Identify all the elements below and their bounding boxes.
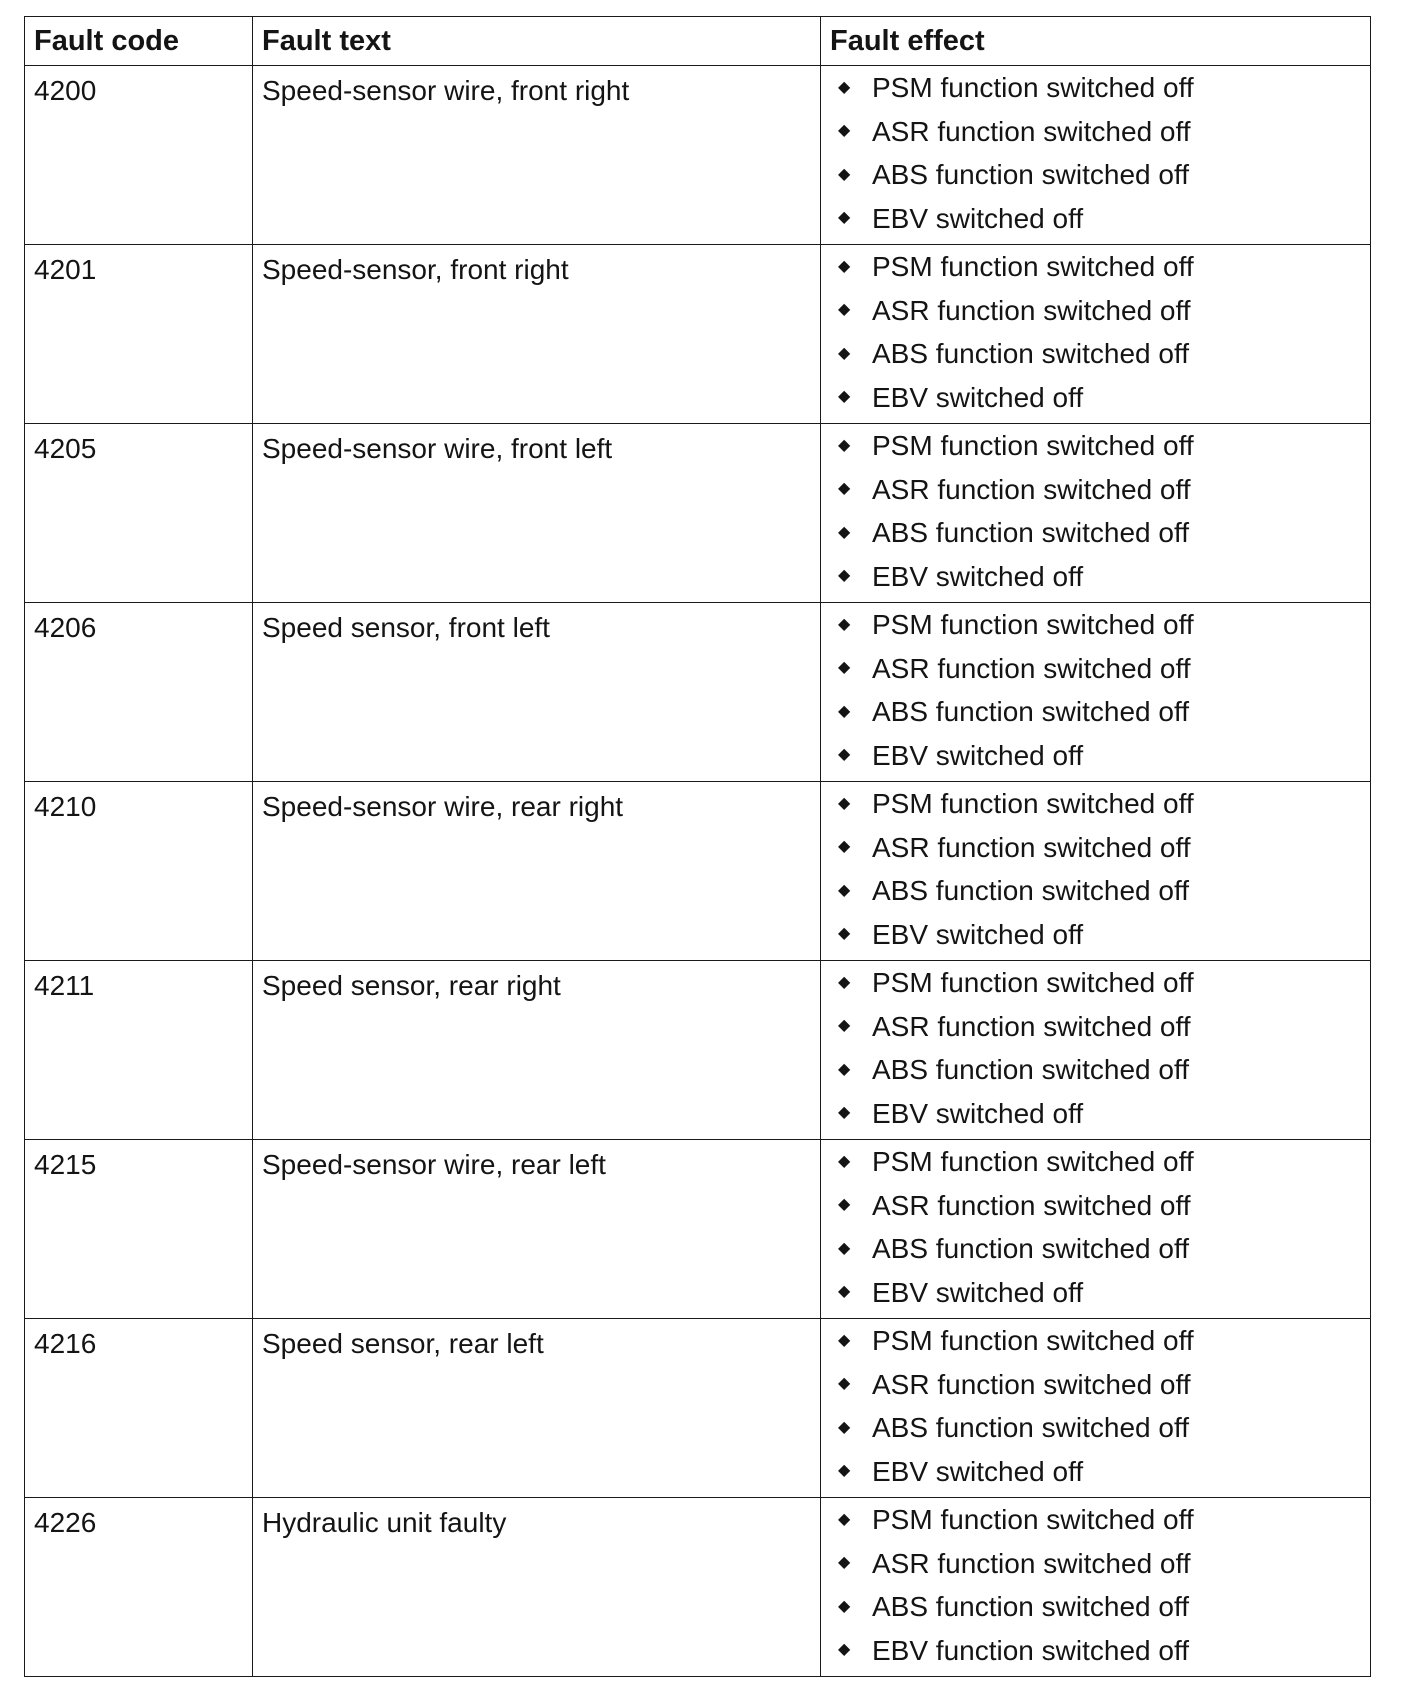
table-row (25, 424, 1371, 603)
fault-text: Speed-sensor wire, rear left (262, 1149, 606, 1180)
fault-effect-cell (821, 1319, 1371, 1498)
diamond-bullet-icon: ◆ (838, 615, 851, 633)
fault-effect-item (838, 1140, 1370, 1184)
fault-effect-text: ABS function switched off (872, 1233, 1189, 1264)
fault-text-cell (253, 245, 821, 424)
fault-effect-item (838, 424, 1370, 468)
fault-effect-item (838, 1048, 1370, 1092)
diamond-bullet-icon: ◆ (838, 1375, 851, 1393)
fault-effect-text: EBV switched off (872, 739, 1084, 771)
header-fault-text: Fault text (253, 17, 821, 66)
fault-text: Speed-sensor wire, front left (262, 433, 613, 464)
diamond-bullet-icon: ◆ (838, 1641, 851, 1659)
fault-effect-cell (821, 1140, 1371, 1319)
fault-text: Speed-sensor, front right (262, 254, 569, 285)
diamond-bullet-icon: ◆ (838, 388, 851, 406)
fault-effect-list (830, 603, 1370, 777)
fault-code: 4215 (34, 1149, 97, 1180)
fault-effect-text: ASR function switched off (872, 1010, 1191, 1042)
fault-effect-text: ABS function switched off (872, 1412, 1189, 1443)
fault-effect-text: EBV switched off (872, 202, 1084, 234)
fault-code-cell (25, 424, 253, 603)
fault-effect-list (830, 66, 1370, 240)
fault-effect-item (838, 1184, 1370, 1228)
fault-effect-text: ASR function switched off (872, 115, 1191, 147)
diamond-bullet-icon: ◆ (838, 1554, 851, 1572)
diamond-bullet-icon: ◆ (838, 1331, 851, 1349)
fault-text: Speed-sensor wire, front right (262, 75, 630, 106)
table-row (25, 961, 1371, 1140)
fault-effect-text: ABS function switched off (872, 338, 1189, 369)
header-fault-code: Fault code (25, 17, 253, 66)
fault-text-cell (253, 1140, 821, 1319)
diamond-bullet-icon: ◆ (838, 1418, 851, 1436)
fault-effect-item (838, 197, 1370, 241)
diamond-bullet-icon: ◆ (838, 1510, 851, 1528)
diamond-bullet-icon: ◆ (838, 925, 851, 943)
fault-effect-text: ABS function switched off (872, 875, 1189, 906)
fault-effect-text: ASR function switched off (872, 1368, 1191, 1400)
fault-effect-cell (821, 245, 1371, 424)
table-row (25, 603, 1371, 782)
fault-effect-item (838, 913, 1370, 957)
fault-effect-text: EBV switched off (872, 381, 1084, 413)
fault-effect-list (830, 424, 1370, 598)
fault-effect-item (838, 1585, 1370, 1629)
fault-effect-cell (821, 782, 1371, 961)
fault-effect-item (838, 647, 1370, 691)
fault-text-cell (253, 782, 821, 961)
diamond-bullet-icon: ◆ (838, 1060, 851, 1078)
fault-effect-item (838, 1092, 1370, 1136)
fault-effect-text: PSM function switched off (872, 430, 1194, 461)
diamond-bullet-icon: ◆ (838, 702, 851, 720)
fault-effect-cell (821, 1498, 1371, 1677)
fault-code: 4206 (34, 612, 97, 643)
diamond-bullet-icon: ◆ (838, 1152, 851, 1170)
fault-effect-text: ABS function switched off (872, 159, 1189, 190)
diamond-bullet-icon: ◆ (838, 1104, 851, 1122)
fault-effect-item (838, 289, 1370, 333)
diamond-bullet-icon: ◆ (838, 344, 851, 362)
fault-effect-item (838, 961, 1370, 1005)
table-header-row (25, 17, 1371, 66)
fault-effect-item (838, 1450, 1370, 1494)
fault-effect-item (838, 1227, 1370, 1271)
fault-effect-item (838, 782, 1370, 826)
fault-code-cell (25, 603, 253, 782)
fault-effect-text: EBV function switched off (872, 1634, 1189, 1666)
diamond-bullet-icon: ◆ (838, 165, 851, 183)
fault-effect-text: PSM function switched off (872, 609, 1194, 640)
diamond-bullet-icon: ◆ (838, 1462, 851, 1480)
fault-effect-item (838, 245, 1370, 289)
fault-code-cell (25, 245, 253, 424)
fault-effect-list (830, 782, 1370, 956)
fault-text-cell (253, 961, 821, 1140)
diamond-bullet-icon: ◆ (838, 881, 851, 899)
fault-code-cell (25, 961, 253, 1140)
table-row (25, 1319, 1371, 1498)
fault-effect-list (830, 1140, 1370, 1314)
fault-effect-text: PSM function switched off (872, 967, 1194, 998)
fault-effect-text: EBV switched off (872, 918, 1084, 950)
fault-effect-item (838, 869, 1370, 913)
fault-effect-text: PSM function switched off (872, 1504, 1194, 1535)
fault-code-cell (25, 1319, 253, 1498)
fault-effect-item (838, 1363, 1370, 1407)
fault-code-cell (25, 66, 253, 245)
diamond-bullet-icon: ◆ (838, 1239, 851, 1257)
fault-effect-text: EBV switched off (872, 1455, 1084, 1487)
fault-effect-item (838, 376, 1370, 420)
fault-effect-item (838, 1498, 1370, 1542)
diamond-bullet-icon: ◆ (838, 301, 851, 319)
fault-text-cell (253, 66, 821, 245)
fault-effect-item (838, 1271, 1370, 1315)
fault-text-cell (253, 1319, 821, 1498)
table-row (25, 245, 1371, 424)
fault-text: Speed sensor, rear left (262, 1328, 544, 1359)
diamond-bullet-icon: ◆ (838, 659, 851, 677)
diamond-bullet-icon: ◆ (838, 567, 851, 585)
fault-effect-text: EBV switched off (872, 1097, 1084, 1129)
fault-effect-item (838, 1629, 1370, 1673)
fault-effect-text: ABS function switched off (872, 1591, 1189, 1622)
fault-effect-text: ASR function switched off (872, 473, 1191, 505)
diamond-bullet-icon: ◆ (838, 436, 851, 454)
diamond-bullet-icon: ◆ (838, 1196, 851, 1214)
table-row (25, 782, 1371, 961)
fault-effect-item (838, 734, 1370, 778)
fault-effect-text: ASR function switched off (872, 831, 1191, 863)
fault-effect-text: ASR function switched off (872, 1547, 1191, 1579)
fault-effect-text: EBV switched off (872, 560, 1084, 592)
fault-effect-text: ASR function switched off (872, 294, 1191, 326)
fault-code: 4201 (34, 254, 97, 285)
fault-code-cell (25, 782, 253, 961)
diamond-bullet-icon: ◆ (838, 257, 851, 275)
diamond-bullet-icon: ◆ (838, 480, 851, 498)
fault-effect-item (838, 468, 1370, 512)
fault-code: 4211 (34, 970, 95, 1001)
fault-effect-item (838, 110, 1370, 154)
fault-effect-item (838, 690, 1370, 734)
fault-code: 4205 (34, 433, 97, 464)
fault-effect-text: ABS function switched off (872, 517, 1189, 548)
fault-effect-item (838, 1406, 1370, 1450)
table-row (25, 1140, 1371, 1319)
fault-effect-list (830, 1498, 1370, 1672)
diamond-bullet-icon: ◆ (838, 973, 851, 991)
diamond-bullet-icon: ◆ (838, 746, 851, 764)
fault-effect-text: PSM function switched off (872, 72, 1194, 103)
fault-effect-item (838, 153, 1370, 197)
fault-effect-text: EBV switched off (872, 1276, 1084, 1308)
fault-effect-item (838, 555, 1370, 599)
fault-code: 4226 (34, 1507, 97, 1538)
fault-code: 4216 (34, 1328, 97, 1359)
fault-effect-cell (821, 603, 1371, 782)
diamond-bullet-icon: ◆ (838, 78, 851, 96)
fault-effect-item (838, 511, 1370, 555)
fault-effect-cell (821, 66, 1371, 245)
fault-text: Speed sensor, front left (262, 612, 550, 643)
diamond-bullet-icon: ◆ (838, 523, 851, 541)
diamond-bullet-icon: ◆ (838, 1283, 851, 1301)
fault-effect-text: PSM function switched off (872, 1325, 1194, 1356)
fault-effect-item (838, 826, 1370, 870)
fault-text: Speed-sensor wire, rear right (262, 791, 624, 822)
header-fault-effect: Fault effect (821, 17, 1371, 66)
fault-code-table (24, 16, 1371, 1677)
fault-effect-item (838, 1542, 1370, 1586)
fault-text-cell (253, 1498, 821, 1677)
fault-effect-cell (821, 961, 1371, 1140)
diamond-bullet-icon: ◆ (838, 794, 851, 812)
fault-text: Hydraulic unit faulty (262, 1507, 507, 1538)
diamond-bullet-icon: ◆ (838, 838, 851, 856)
fault-code-cell (25, 1498, 253, 1677)
fault-text: Speed sensor, rear right (262, 970, 561, 1001)
fault-effect-item (838, 66, 1370, 110)
fault-effect-item (838, 1319, 1370, 1363)
fault-effect-item (838, 1005, 1370, 1049)
diamond-bullet-icon: ◆ (838, 1597, 851, 1615)
fault-effect-list (830, 1319, 1370, 1493)
fault-effect-text: PSM function switched off (872, 788, 1194, 819)
table-body (25, 66, 1371, 1677)
fault-effect-list (830, 245, 1370, 419)
fault-text-cell (253, 603, 821, 782)
fault-code: 4200 (34, 75, 97, 106)
fault-effect-text: PSM function switched off (872, 1146, 1194, 1177)
diamond-bullet-icon: ◆ (838, 209, 851, 227)
fault-effect-cell (821, 424, 1371, 603)
fault-effect-text: ABS function switched off (872, 696, 1189, 727)
diamond-bullet-icon: ◆ (838, 1017, 851, 1035)
fault-effect-item (838, 332, 1370, 376)
fault-effect-item (838, 603, 1370, 647)
fault-text-cell (253, 424, 821, 603)
fault-effect-list (830, 961, 1370, 1135)
diamond-bullet-icon: ◆ (838, 122, 851, 140)
table-row (25, 66, 1371, 245)
fault-effect-text: ASR function switched off (872, 1189, 1191, 1221)
table-row (25, 1498, 1371, 1677)
fault-effect-text: ABS function switched off (872, 1054, 1189, 1085)
fault-effect-text: ASR function switched off (872, 652, 1191, 684)
fault-effect-text: PSM function switched off (872, 251, 1194, 282)
fault-code: 4210 (34, 791, 97, 822)
fault-code-cell (25, 1140, 253, 1319)
